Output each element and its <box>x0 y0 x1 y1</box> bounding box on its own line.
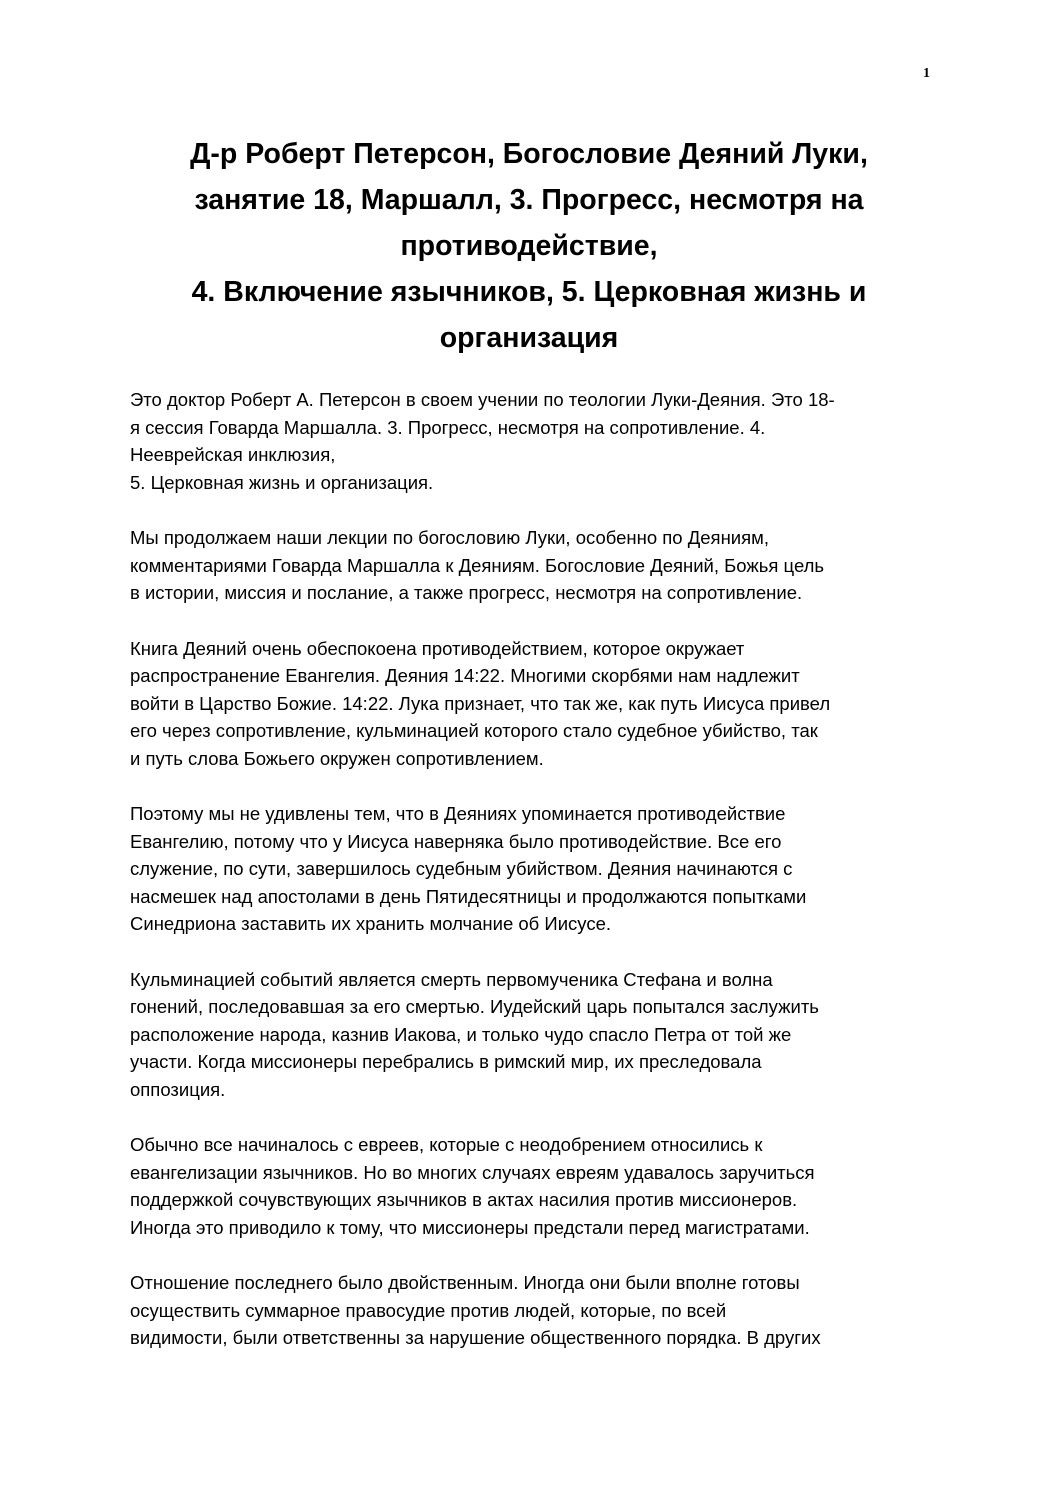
text-line: участи. Когда миссионеры перебрались в римский мир, их преследовала <box>130 1051 762 1072</box>
paragraph <box>130 524 920 607</box>
title-line: 4. Включение язычников, 5. Церковная жизнь и <box>191 276 867 308</box>
paragraph <box>130 386 920 496</box>
text-line: Иногда это приводило к тому, что миссионеры предстали перед магистратами. <box>130 1216 810 1238</box>
text-line: распространение Евангелия. Деяния 14:22. Многими скорбями нам надлежит <box>130 665 800 686</box>
text-line: Мы продолжаем наши лекции по богословию Луки, особенно по Деяниям, <box>130 527 769 548</box>
document-title <box>110 131 948 361</box>
text-line: поддержкой сочувствующих язычников в актах насилия против миссионеров. <box>130 1189 798 1210</box>
text-line: Обычно все начиналось с евреев, которые с неодобрением относились к <box>130 1134 763 1155</box>
document-body <box>130 386 920 1380</box>
text-line: насмешек над апостолами в день Пятидесятницы и продолжаются попытками <box>130 885 807 907</box>
text-line: 5. Церковная жизнь и организация. <box>130 471 434 493</box>
text-line: Это доктор Роберт А. Петерсон в своем учении по теологии Луки-Деяния. Это 18- <box>130 389 835 410</box>
text-line: войти в Царство Божие. 14:22. Лука признает, что так же, как путь Иисуса привел <box>130 692 831 714</box>
text-line: оппозиция. <box>130 1078 226 1100</box>
title-line: Д-р Роберт Петерсон, Богословие Деяний Луки, <box>190 138 868 170</box>
paragraph <box>130 1131 920 1241</box>
title-line: организация <box>439 322 619 354</box>
text-line: и путь слова Божьего окружен сопротивлением. <box>130 747 544 769</box>
text-line: Евангелию, потому что у Иисуса наверняка было противодействие. Все его <box>130 830 782 852</box>
text-line: видимости, были ответственны за нарушение общественного порядка. В других <box>130 1327 821 1348</box>
text-line: Синедриона заставить их хранить молчание об Иисусе. <box>130 913 612 934</box>
text-line: комментариями Говарда Маршалла к Деяниям. Богословие Деяний, Божья цель <box>130 554 825 576</box>
text-line: его через сопротивление, кульминацией которого стало судебное убийство, так <box>130 720 818 741</box>
title-line: противодействие, <box>400 230 658 262</box>
title-line: занятие 18, Маршалл, 3. Прогресс, несмотря на <box>194 184 864 216</box>
text-line: я сессия Говарда Маршалла. 3. Прогресс, несмотря на сопротивление. 4. <box>130 416 766 438</box>
text-line: осуществить суммарное правосудие против людей, которые, по всей <box>130 1299 727 1321</box>
text-line: служение, по сути, завершилось судебным убийством. Деяния начинаются с <box>130 858 793 879</box>
paragraph <box>130 966 920 1104</box>
text-line: в истории, миссия и послание, а также прогресс, несмотря на сопротивление. <box>130 582 803 603</box>
text-line: Поэтому мы не удивлены тем, что в Деяниях упоминается противодействие <box>130 803 786 824</box>
paragraph <box>130 635 920 773</box>
paragraph <box>130 800 920 938</box>
text-line: Нееврейская инклюзия, <box>130 444 336 465</box>
text-line: Кульминацией событий является смерть первомученика Стефана и волна <box>130 968 773 990</box>
page-number: 1 <box>923 66 930 81</box>
text-line: гонений, последовавшая за его смертью. Иудейский царь попытался заслужить <box>130 996 819 1017</box>
text-line: евангелизации язычников. Но во многих случаях евреям удавалось заручиться <box>130 1161 815 1183</box>
text-line: Книга Деяний очень обеспокоена противодействием, которое окружает <box>130 637 745 659</box>
text-line: Отношение последнего было двойственным. Иногда они были вполне готовы <box>130 1272 800 1293</box>
text-line: расположение народа, казнив Иакова, и только чудо спасло Петра от той же <box>130 1023 792 1045</box>
paragraph <box>130 1269 920 1352</box>
